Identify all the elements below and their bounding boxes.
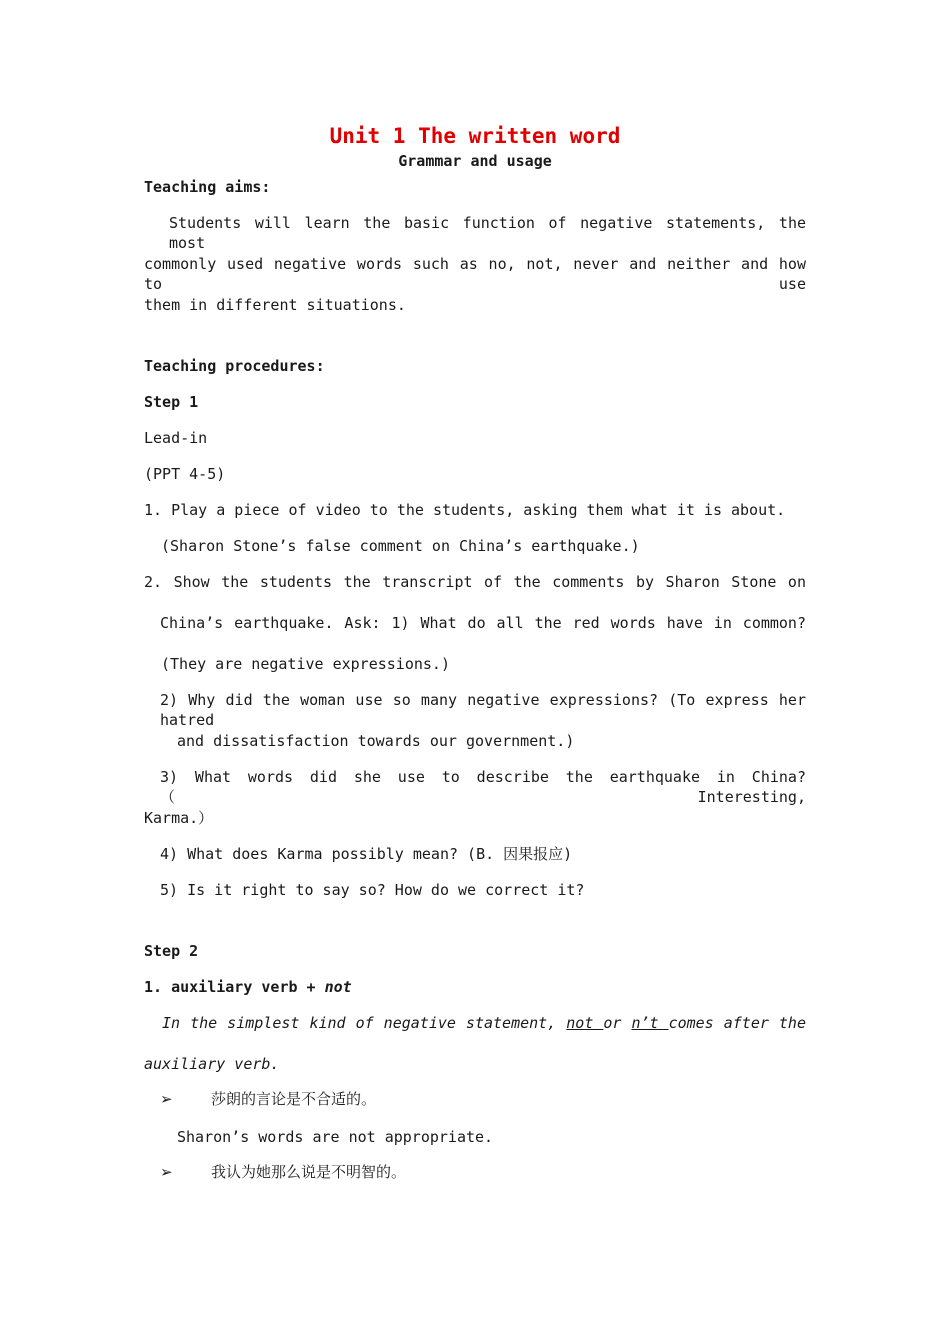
teaching-procedures-heading: Teaching procedures: [144,357,325,375]
step2-subheading-1 [144,977,352,997]
question-4: 4) What does Karma possibly mean? (B. 因果报应) [160,845,573,863]
subheading-prefix: 1. auxiliary verb + [144,978,325,996]
step1-item-1: 1. Play a piece of video to the students, asking them what it is about. [144,501,786,519]
step1-item-2-line-1: 2. Show the students the transcript of the comments by Sharon Stone on [144,573,806,591]
rule-nt: n’t [631,1014,669,1032]
question-3-line-1: 3) What words did she use to describe the earthquake in China? （Interesting, [160,768,806,806]
rule-or: or [603,1014,632,1032]
question-3-line-2: Karma.） [144,809,214,827]
question-5: 5) Is it right to say so? How do we correct it? [160,881,585,899]
step-2-heading: Step 2 [144,942,199,960]
question-2-line-2: and dissatisfaction towards our government.) [177,732,575,750]
rule-line-2: auxiliary verb. [144,1055,280,1073]
step1-item-2-line-2: China’s earthquake. Ask: 1) What do all the red words have in common? [160,614,806,632]
document-title: Unit 1 The written word [329,124,621,148]
rule-part-1: In the simplest kind of negative statement, [162,1014,567,1032]
aims-line-2: commonly used negative words such as no, not, never and neither and how to use [144,255,806,293]
example-2-chinese: 我认为她那么说是不明智的。 [211,1163,407,1181]
example-1-english: Sharon’s words are not appropriate. [177,1128,494,1146]
question-2-line-1: 2) Why did the woman use so many negative expressions? (To express her hatred [160,691,806,729]
rule-not: not [566,1014,604,1032]
step1-item-1-note: (Sharon Stone’s false comment on China’s earthquake.) [161,537,640,555]
aims-line-3: them in different situations. [144,296,406,314]
bullet-arrow-icon: ➢ [160,1090,173,1108]
rule-part-2: comes after the [668,1014,806,1032]
aims-line-1: Students will learn the basic function of negative statements, the most [169,214,806,252]
teaching-aims-heading: Teaching aims: [144,178,271,196]
step1-item-2-line-3: (They are negative expressions.) [161,655,450,673]
rule-line-1 [162,1013,806,1033]
step-1-heading: Step 1 [144,393,199,411]
bullet-arrow-icon: ➢ [160,1163,173,1181]
document-subtitle: Grammar and usage [398,152,552,170]
lead-in-label: Lead-in [144,429,208,447]
ppt-reference: (PPT 4-5) [144,465,226,483]
example-1-chinese: 莎朗的言论是不合适的。 [211,1090,377,1108]
subheading-not: not [324,978,352,996]
